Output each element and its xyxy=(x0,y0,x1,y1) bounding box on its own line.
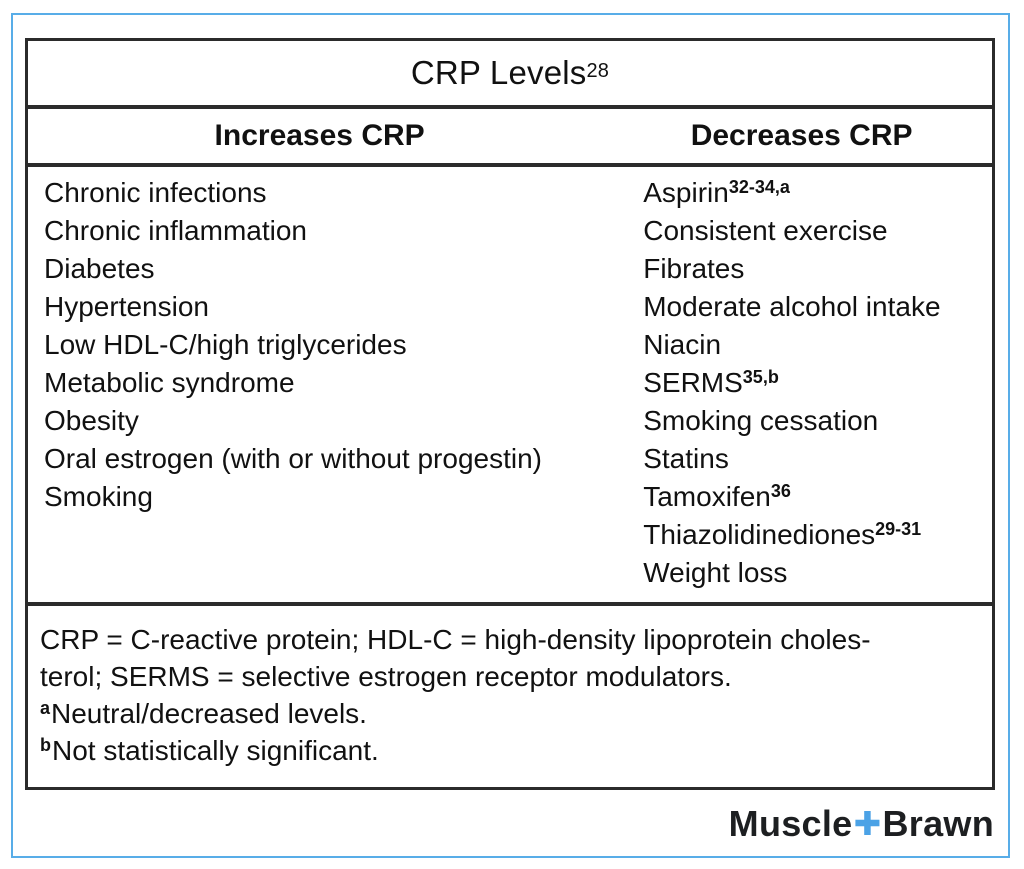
list-item-text: Statins xyxy=(643,443,729,474)
list-item-text: Tamoxifen xyxy=(643,481,771,512)
table-title: CRP Levels $^{28}$ xyxy=(410,54,610,91)
list-item-text: Hypertension xyxy=(44,291,209,322)
list-item-text: Chronic infections xyxy=(44,177,267,208)
list-item xyxy=(643,326,988,364)
crp-levels-table xyxy=(25,38,995,790)
reference-superscript: 29-31 xyxy=(875,518,922,539)
footnote xyxy=(40,695,972,732)
list-item xyxy=(44,212,611,250)
abbreviation-line: terol; SERMS = selective estrogen receptor modulators. xyxy=(40,661,732,692)
list-item xyxy=(643,554,988,592)
list-item-text: Weight loss xyxy=(643,557,788,588)
list-item-text: Metabolic syndrome xyxy=(44,367,295,398)
list-item xyxy=(44,364,611,402)
reference-superscript: 32-34,a xyxy=(728,176,790,197)
list-item xyxy=(643,212,988,250)
list-item-text: Diabetes xyxy=(44,253,155,284)
list-item-text: Fibrates xyxy=(643,253,745,284)
list-item xyxy=(44,440,611,478)
footnote xyxy=(40,732,972,769)
list-item-text: Oral estrogen (with or without progestin) xyxy=(44,443,542,474)
footnote-text: Not statistically significant. xyxy=(52,735,379,766)
footnote-list xyxy=(40,695,972,769)
column-header-increases: Increases CRP xyxy=(214,119,425,152)
list-item xyxy=(44,402,611,440)
footnote-marker: b xyxy=(40,734,51,755)
list-item xyxy=(643,250,988,288)
column-headers xyxy=(28,109,992,163)
reference-superscript: 36 xyxy=(770,480,791,501)
table-footnotes xyxy=(28,606,992,787)
list-item-text: Low HDL-C/high triglycerides xyxy=(44,329,407,360)
list-item xyxy=(44,250,611,288)
list-item xyxy=(643,516,988,554)
list-item-text: Smoking xyxy=(44,481,153,512)
list-item xyxy=(643,478,988,516)
list-item-text: Chronic inflammation xyxy=(44,215,307,246)
list-item-text: Thiazolidinediones xyxy=(643,519,876,550)
list-item xyxy=(44,174,611,212)
footnote-marker: a xyxy=(40,697,51,718)
list-item-text: Aspirin xyxy=(643,177,729,208)
list-item-text: SERMS xyxy=(643,367,743,398)
logo-text-muscle: Muscle xyxy=(728,803,853,844)
list-item xyxy=(643,174,988,212)
list-item-text: Moderate alcohol intake xyxy=(643,291,941,322)
list-item xyxy=(44,288,611,326)
list-item xyxy=(643,402,988,440)
column-header-decreases: Decreases CRP xyxy=(690,119,913,152)
list-item xyxy=(643,288,988,326)
list-item xyxy=(643,440,988,478)
list-item xyxy=(643,364,988,402)
list-item-text: Consistent exercise xyxy=(643,215,888,246)
plus-icon: ✚ xyxy=(853,805,882,842)
list-item xyxy=(44,326,611,364)
decreases-crp-list xyxy=(611,174,992,592)
abbreviation-line: CRP = C-reactive protein; HDL-C = high-density lipoprotein choles- xyxy=(40,624,871,655)
list-item-text: Obesity xyxy=(44,405,139,436)
table-body xyxy=(28,167,992,602)
list-item-text: Smoking cessation xyxy=(643,405,879,436)
logo-text-brawn: Brawn xyxy=(882,803,994,844)
increases-crp-list xyxy=(28,174,611,592)
abbreviation-note xyxy=(40,621,972,695)
list-item-text: Niacin xyxy=(643,329,722,360)
list-item xyxy=(44,478,611,516)
muscle-brawn-logo xyxy=(729,803,994,845)
table-title-text: CRP Levels xyxy=(410,54,587,91)
footnote-text: Neutral/decreased levels. xyxy=(51,698,367,729)
reference-superscript: 35,b xyxy=(742,366,779,387)
